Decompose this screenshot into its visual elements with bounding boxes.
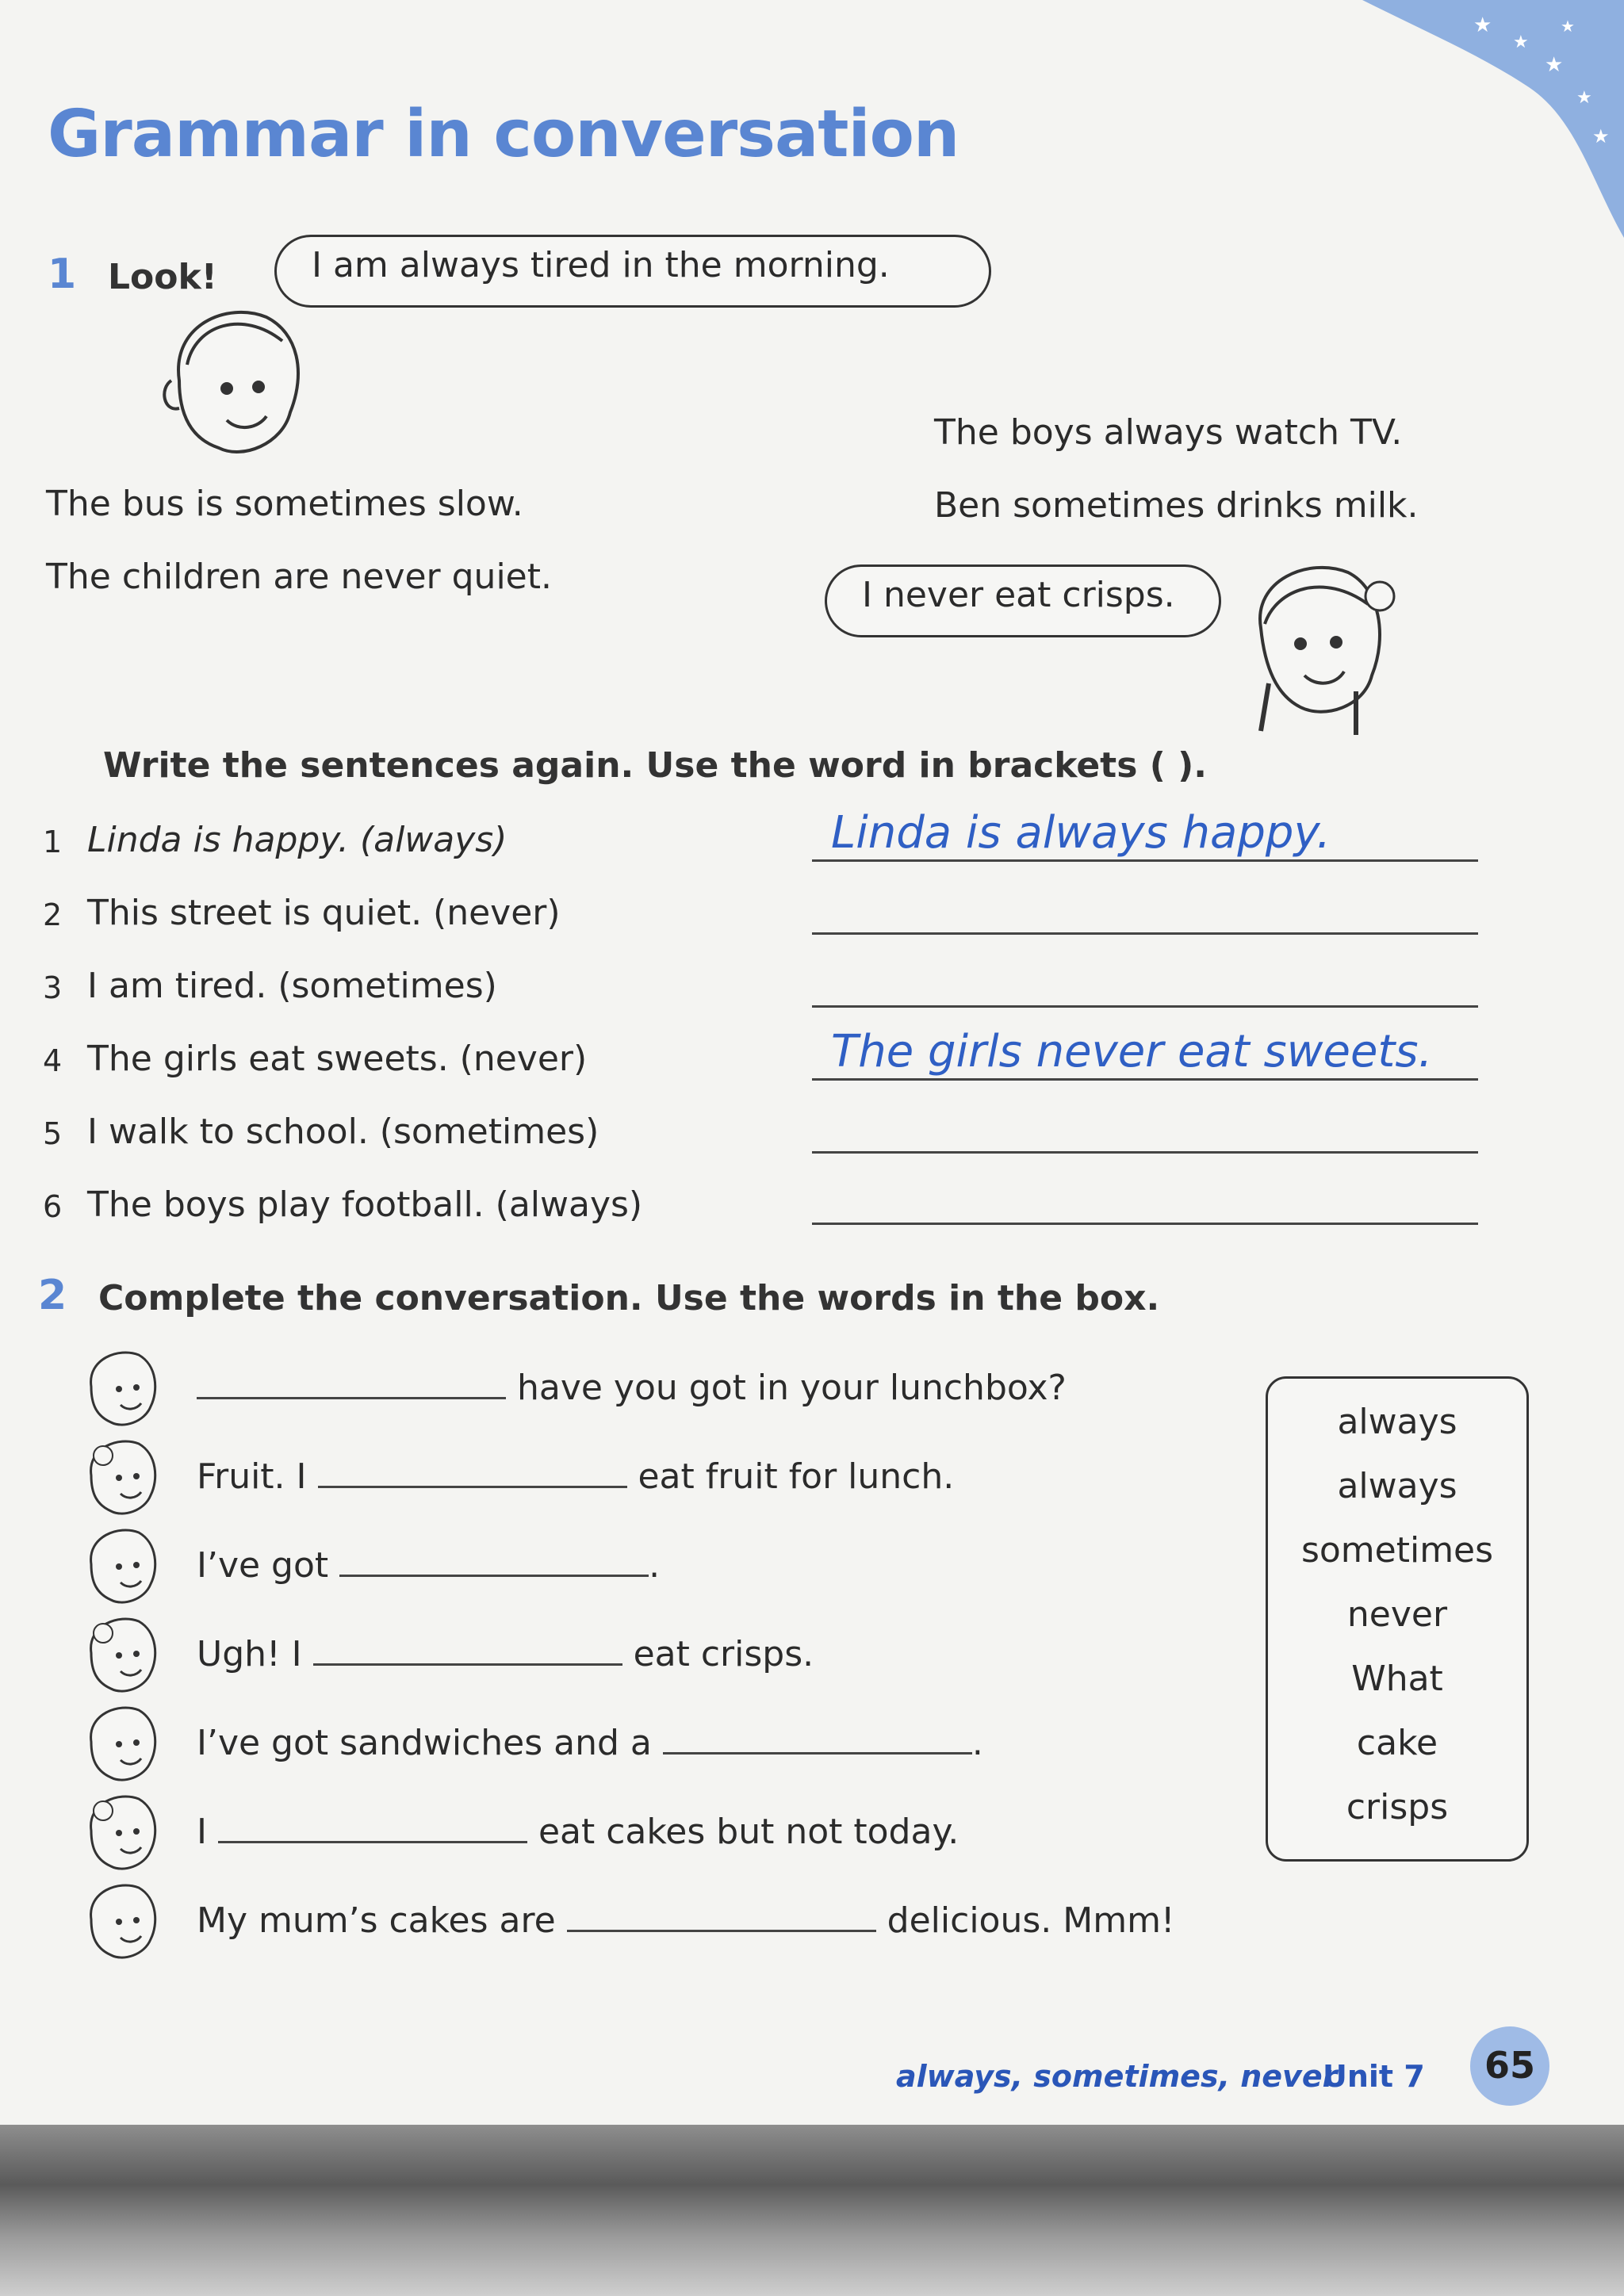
item-prompt: I walk to school. (sometimes) [87, 1112, 599, 1152]
blank-input[interactable] [218, 1809, 527, 1843]
word-box-item: cake [1356, 1723, 1438, 1763]
decorative-stars-corner [1243, 0, 1624, 238]
girl-face-icon [79, 1432, 162, 1519]
page-edge-shadow [0, 2125, 1624, 2296]
word-box-item: always [1337, 1466, 1457, 1506]
answer-line-5[interactable] [812, 1151, 1478, 1154]
girl-face-icon [1237, 549, 1396, 739]
item-prompt: Linda is happy. (always) [87, 820, 508, 860]
item-number: 1 [43, 825, 63, 859]
item-number: 6 [43, 1189, 63, 1224]
word-box-item: crisps [1346, 1787, 1449, 1827]
item-prompt: This street is quiet. (never) [87, 893, 561, 933]
word-box-item: What [1351, 1659, 1443, 1699]
svg-text:★: ★ [1545, 53, 1564, 77]
answer-line-4[interactable] [812, 1078, 1478, 1081]
item-number: 5 [43, 1116, 63, 1151]
girl-face-icon [79, 1787, 162, 1874]
svg-text:★: ★ [1473, 13, 1492, 37]
handwritten-answer: Linda is always happy. [831, 807, 1331, 859]
item-number: 4 [43, 1043, 63, 1078]
item-number: 3 [43, 970, 63, 1005]
girl-face-icon [79, 1609, 162, 1697]
item-prompt: I am tired. (sometimes) [87, 966, 497, 1006]
word-box-item: never [1346, 1594, 1448, 1635]
answer-line-6[interactable] [812, 1223, 1478, 1225]
boy-face-icon [147, 293, 322, 468]
boy-face-icon [79, 1876, 162, 1963]
blank-input[interactable] [318, 1454, 627, 1488]
conversation-line-6: I eat cakes but not today. [197, 1809, 959, 1852]
example-sentence-1: The bus is sometimes slow. [46, 484, 523, 524]
example-sentence-3: The boys always watch TV. [934, 412, 1403, 453]
speech-bubble-boy-text: I am always tired in the morning. [312, 245, 890, 285]
exercise-1-instruction: Write the sentences again. Use the word in brackets ( ). [103, 745, 1207, 786]
svg-text:★: ★ [1592, 125, 1610, 147]
blank-input[interactable] [197, 1365, 506, 1399]
exercise-1-look: Look! [108, 257, 217, 297]
answer-line-1[interactable] [812, 859, 1478, 862]
boy-face-icon [79, 1698, 162, 1785]
example-sentence-2: The children are never quiet. [46, 557, 552, 597]
conversation-line-2: Fruit. I eat fruit for lunch. [197, 1454, 954, 1497]
conversation-line-1: have you got in your lunchbox? [197, 1365, 1067, 1408]
page-number-badge [1470, 2026, 1549, 2106]
page-number: 65 [1484, 2044, 1535, 2087]
svg-text:★: ★ [1576, 88, 1592, 108]
svg-text:★: ★ [1513, 33, 1529, 52]
word-box-item: always [1337, 1402, 1457, 1442]
handwritten-answer: The girls never eat sweets. [831, 1026, 1433, 1077]
word-box [1266, 1376, 1529, 1862]
conversation-line-7: My mum’s cakes are delicious. Mmm! [197, 1898, 1175, 1941]
exercise-2-number: 2 [38, 1272, 67, 1319]
exercise-2-instruction: Complete the conversation. Use the words in the box. [98, 1278, 1160, 1318]
page-title: Grammar in conversation [48, 97, 959, 172]
word-box-item: sometimes [1300, 1530, 1494, 1571]
boy-face-icon [79, 1521, 162, 1608]
item-prompt: The girls eat sweets. (never) [87, 1039, 588, 1079]
item-number: 2 [43, 897, 63, 932]
conversation-line-3: I’ve got . [197, 1543, 660, 1586]
blank-input[interactable] [663, 1720, 972, 1755]
blank-input[interactable] [339, 1543, 649, 1577]
boy-face-icon [79, 1343, 162, 1430]
footer-topic: always, sometimes, never [896, 2059, 1338, 2094]
answer-line-2[interactable] [812, 932, 1478, 935]
conversation-line-4: Ugh! I eat crisps. [197, 1632, 814, 1674]
exercise-1-number: 1 [48, 251, 77, 298]
example-sentence-4: Ben sometimes drinks milk. [934, 485, 1419, 526]
svg-text:★: ★ [1561, 17, 1575, 36]
blank-input[interactable] [313, 1632, 622, 1666]
item-prompt: The boys play football. (always) [87, 1184, 643, 1225]
footer-unit: Unit 7 [1323, 2059, 1425, 2094]
speech-bubble-boy [274, 235, 991, 308]
answer-line-3[interactable] [812, 1005, 1478, 1008]
blank-input[interactable] [567, 1898, 876, 1932]
speech-bubble-girl [825, 564, 1221, 637]
conversation-line-5: I’ve got sandwiches and a . [197, 1720, 983, 1763]
speech-bubble-girl-text: I never eat crisps. [862, 575, 1175, 615]
